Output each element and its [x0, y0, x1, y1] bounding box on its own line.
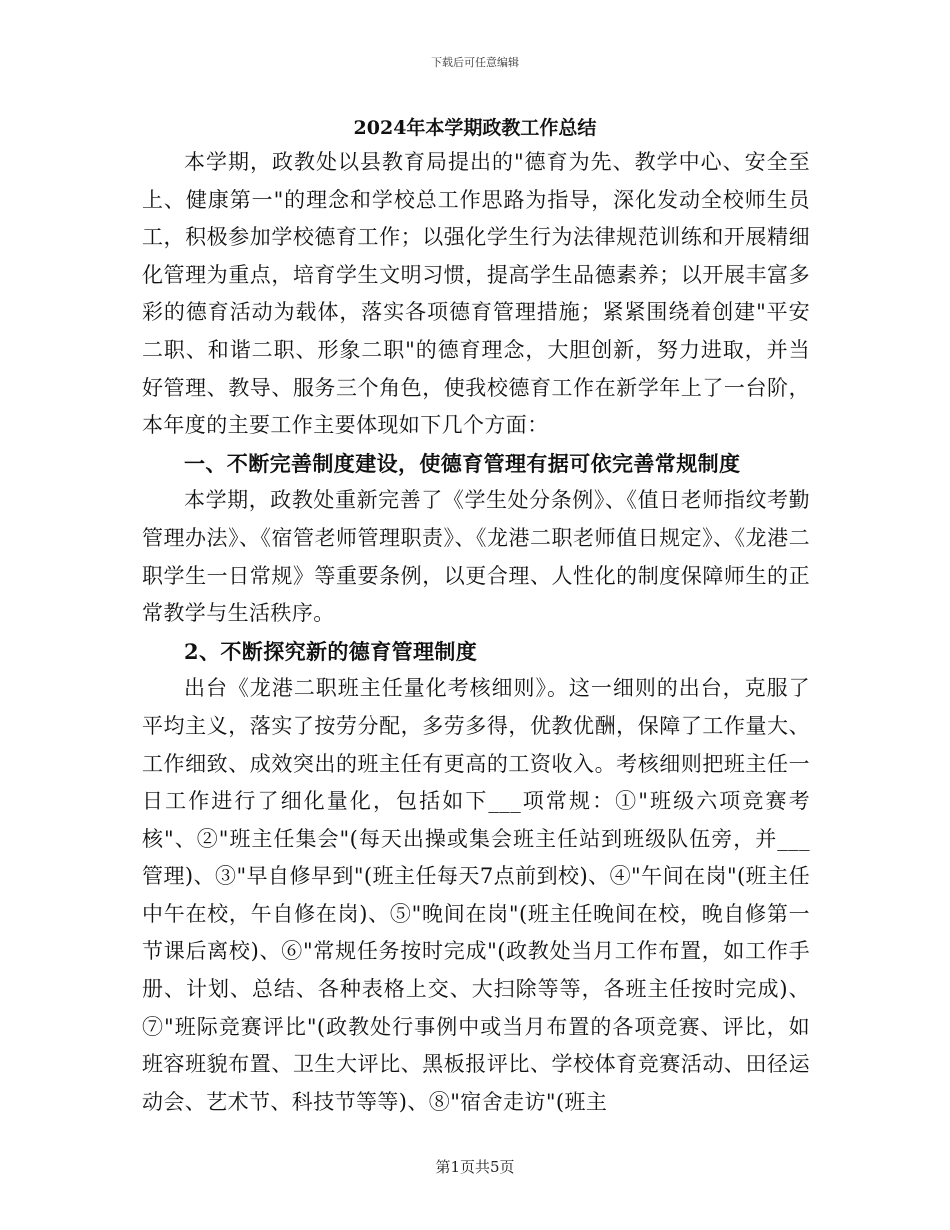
document-title: 2024年本学期政教工作总结 — [353, 117, 597, 139]
document-body — [142, 144, 810, 1121]
section-2-paragraph: 出台《龙港二职班主任量化考核细则》。这一细则的出台，克服了平均主义，落实了按劳分配，多劳多得，优教优酬，保障了工作量大、工作细致、成效突出的班主任有更高的工资收入。考核细则把班主任一日工作进行了细化量化，包括如下___项常规：①"班级六项竞赛考核"、②"班主任集会"(每天出操或集会班主任站到班级队伍旁，并___管理)、③"早自修早到"(班主任每天7点前到校)、④"午间在岗"(班主任中午在校，午自修在岗)、⑤"晚间在岗"(班主任晚间在校，晚自修第一节课后离校)、⑥"常规任务按时完成"(政教处当月工作布置，如工作手册、计划、总结、各种表格上交、大扫除等等，各班主任按时完成)、⑦"班际竞赛评比"(政教处行事例中或当月布置的各项竞赛、评比，如班容班貌布置、卫生大评比、黑板报评比、学校体育竞赛活动、田径运动会、艺术节、科技节等等)、⑧"宿舍走访"(班主 — [142, 676, 810, 1114]
section-1-heading: 一、不断完善制度建设，使德育管理有据可依完善常规制度 — [184, 450, 741, 476]
section-1-paragraph: 本学期，政教处重新完善了《学生处分条例》、《值日老师指纹考勤管理办法》、《宿管老师管理职责》、《龙港二职老师值日规定》、《龙港二职学生一日常规》等重要条例，以更合理、人性化的制度保障师生的正常教学与生活秩序。 — [142, 488, 810, 626]
header-note: 下载后可任意编辑 — [431, 56, 519, 69]
intro-paragraph: 本学期，政教处以县教育局提出的"德育为先、教学中心、安全至上、健康第一"的理念和学校总工作思路为指导，深化发动全校师生员工，积极参加学校德育工作；以强化学生行为法律规范训练和开展精细化管理为重点，培育学生文明习惯，提高学生品德素养；以开展丰富多彩的德育活动为载体，落实各项德育管理措施；紧紧围绕着创建"平安二职、和谐二职、形象二职"的德育理念，大胆创新，努力进取，并当好管理、教导、服务三个角色，使我校德育工作在新学年上了一台阶，本年度的主要工作主要体现如下几个方面： — [142, 150, 810, 438]
page-number: 第1页共5页 — [435, 1158, 515, 1176]
section-2-heading: 2、不断探究新的德育管理制度 — [184, 638, 478, 664]
